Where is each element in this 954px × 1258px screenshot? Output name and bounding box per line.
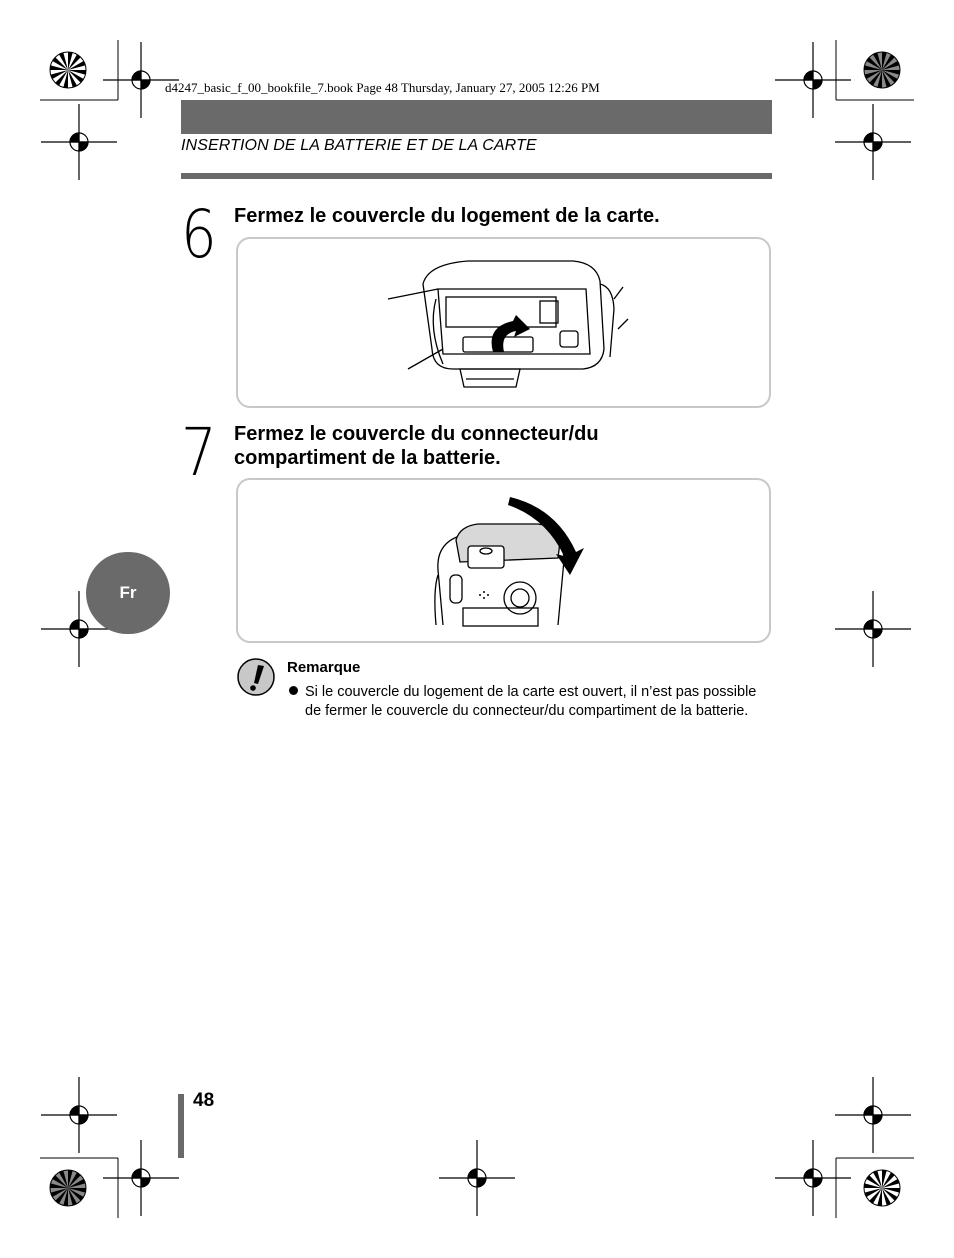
page-number: 48 [193, 1090, 215, 1111]
header-bar [181, 100, 772, 134]
registration-crosshair [41, 1077, 117, 1153]
step-7-title-line-1: Fermez le couvercle du connecteur/du [234, 423, 599, 445]
step-7-title [234, 422, 599, 470]
registration-crosshair [835, 104, 911, 180]
note-body [289, 683, 779, 721]
registration-crosshair [775, 42, 851, 118]
note-body-line-1: Si le couvercle du logement de la carte est ouvert, il n’est pas possible [305, 684, 757, 700]
section-title: INSERTION DE LA BATTERIE ET DE LA CARTE [181, 137, 537, 154]
exclamation-icon [236, 657, 276, 697]
language-tab: Fr [86, 552, 170, 634]
note-body-line-2: de fermer le couvercle du connecteur/du compartiment de la batterie. [305, 703, 749, 719]
registration-starburst [864, 1170, 900, 1206]
registration-crosshair [835, 591, 911, 667]
step-6-title: Fermez le couvercle du logement de la carte. [234, 205, 660, 227]
registration-starburst [50, 52, 86, 88]
page-number-bar [178, 1094, 184, 1158]
step-6-number: 6 [181, 196, 217, 273]
registration-starburst [864, 52, 900, 88]
battery-cover-illustration [238, 480, 769, 641]
registration-crosshair [835, 1077, 911, 1153]
bullet-icon [289, 686, 298, 695]
step-6-illustration-frame [236, 237, 771, 408]
note-title: Remarque [287, 659, 361, 676]
book-file-info: d4247_basic_f_00_bookfile_7.book Page 48 Thursday, January 27, 2005 12:26 PM [165, 80, 600, 95]
registration-crosshair [775, 1140, 851, 1216]
header-rule [181, 173, 772, 179]
registration-crosshair [439, 1140, 515, 1216]
step-7-title-line-2: compartiment de la batterie. [234, 447, 501, 469]
step-7-illustration-frame [236, 478, 771, 643]
registration-starburst [50, 1170, 86, 1206]
step-7-number: 7 [181, 414, 217, 491]
card-cover-illustration [238, 239, 769, 406]
registration-crosshair [41, 104, 117, 180]
registration-crosshair [103, 1140, 179, 1216]
